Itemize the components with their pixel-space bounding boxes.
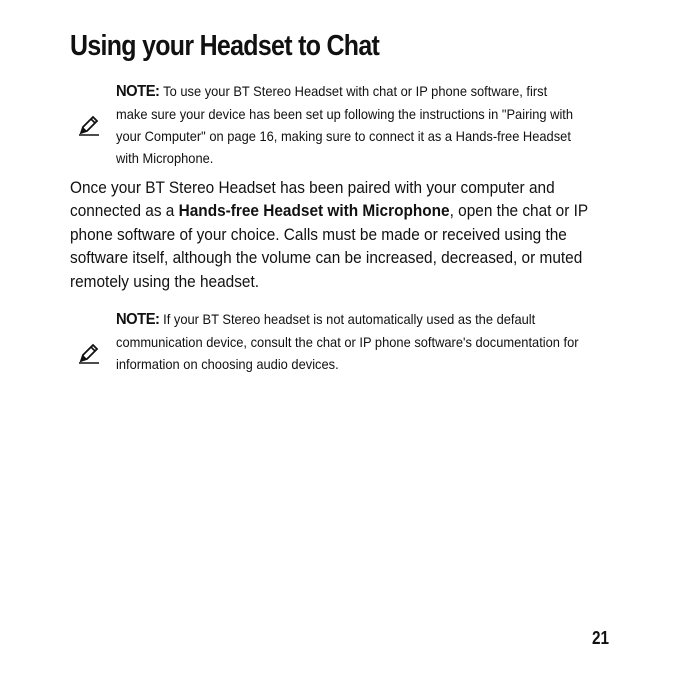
page-number: 21	[592, 628, 610, 648]
page-title: Using your Headset to Chat	[70, 30, 380, 62]
note-pencil-icon	[78, 342, 100, 364]
paragraph-text-after: , open the chat or IP phone software of your choice. Calls must be made or received using the software itself, although the volume can be increased, decreased, or muted remotely using the headset.	[70, 201, 588, 291]
note-pencil-icon	[78, 114, 100, 136]
note-1-text	[116, 80, 581, 169]
note-2-body: If your BT Stereo headset is not automatically used as the default communication device, consult the chat or IP phone software's documentation for information on choosing audio devices.	[116, 311, 579, 372]
note-1-body: To use your BT Stereo Headset with chat or IP phone software, first make sure your device has been set up following the instructions in "Pairing with your Computer" on page 16, making sure to connect it as a Hands-free Headset with Microphone.	[116, 83, 574, 166]
note-1-label: NOTE:	[116, 83, 160, 100]
body-paragraph	[70, 176, 622, 293]
note-2-label: NOTE:	[116, 311, 160, 328]
note-2-text	[116, 308, 581, 375]
paragraph-text-before: Once your BT Stereo Headset has been paired with your computer and connected as a	[70, 178, 555, 221]
paragraph-bold-term: Hands-free Headset with Microphone	[178, 201, 450, 221]
